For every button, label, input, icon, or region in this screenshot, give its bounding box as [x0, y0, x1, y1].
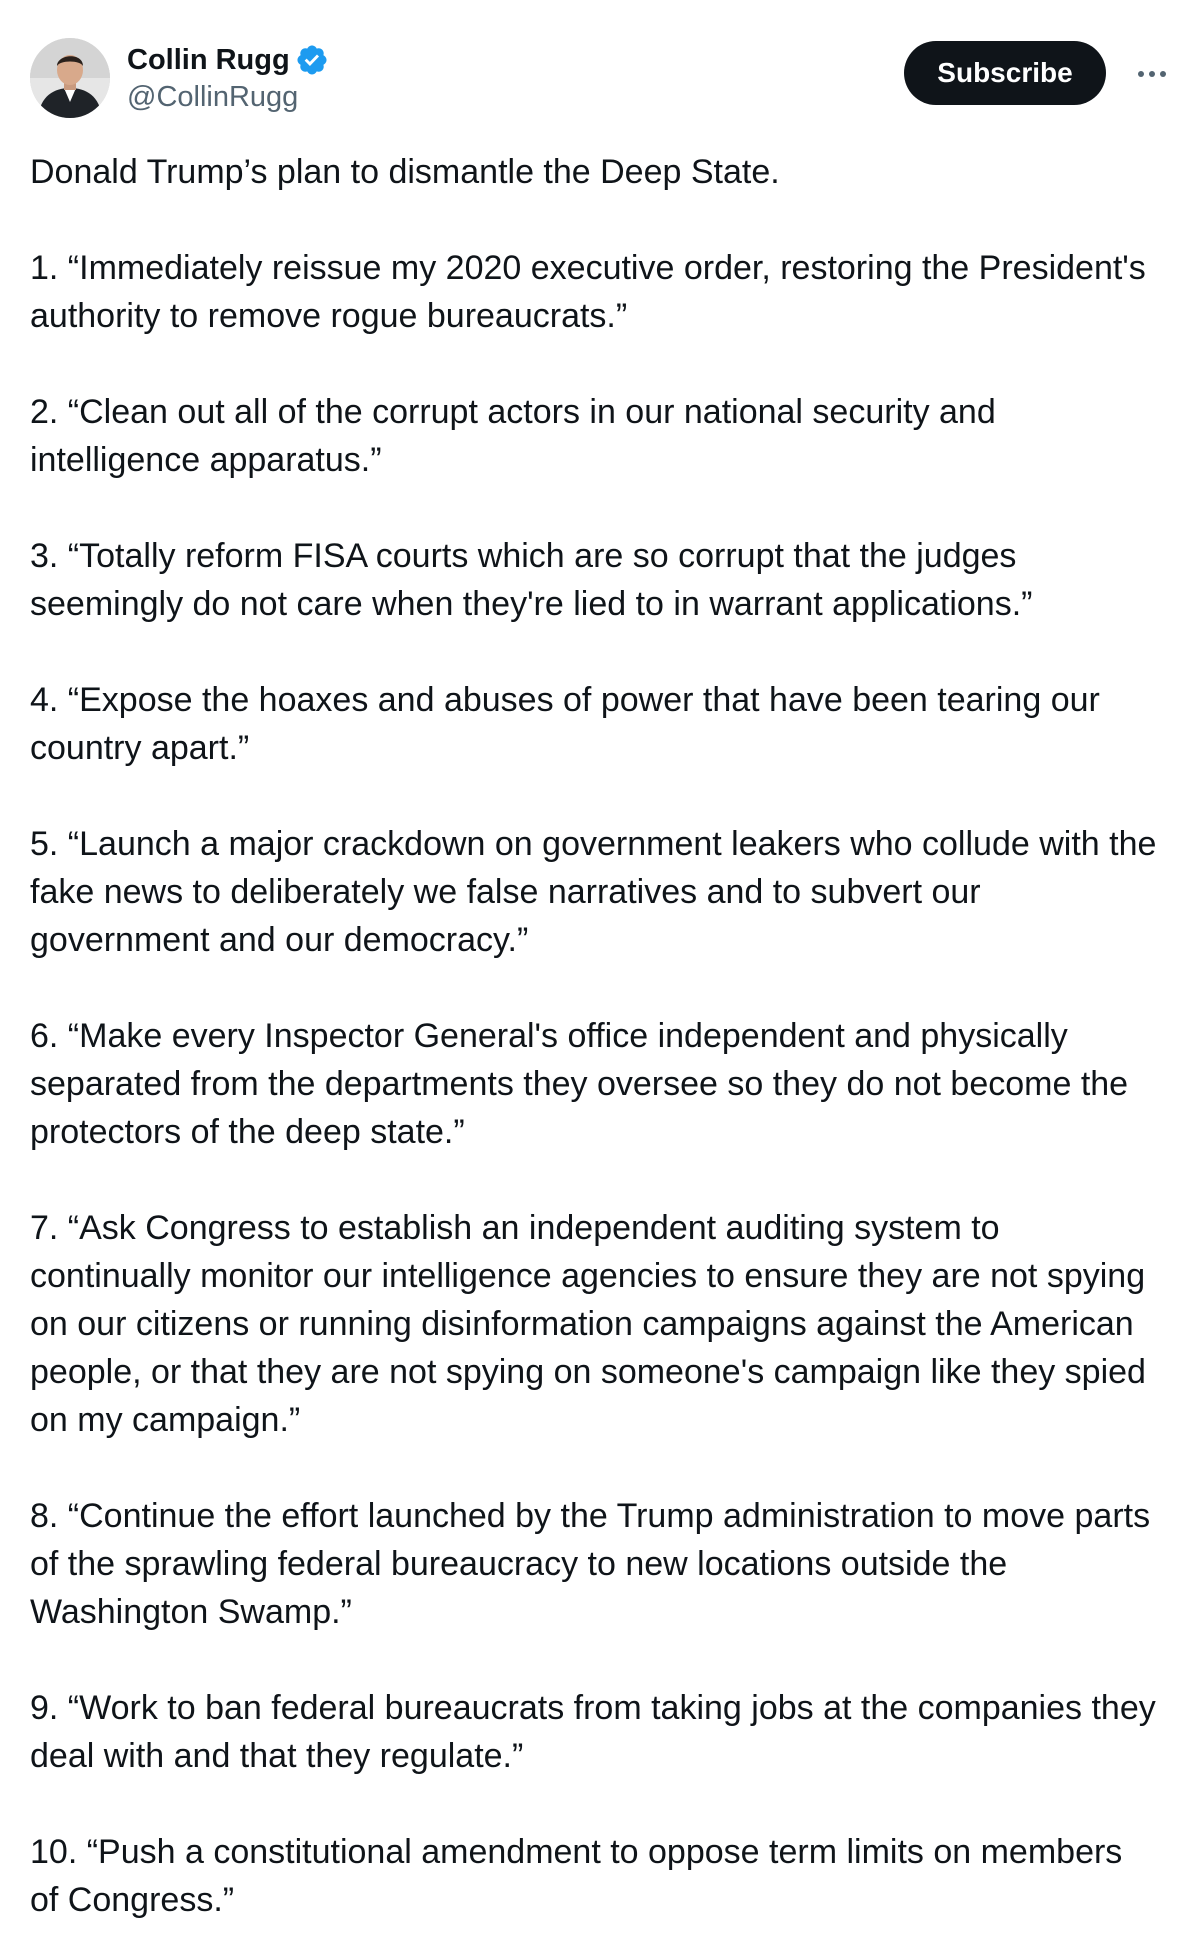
post-intro: Donald Trump’s plan to dismantle the Deep State. [30, 153, 780, 191]
list-item: 7. “Ask Congress to establish an independent auditing system to continually monitor our intelligence agencies to ensure they are not spying on our citizens or running disinformation campaigns against the American people, or that they are not spying on someone's campaign like they spied on my campaign.” [30, 1209, 1156, 1439]
name-row [127, 42, 329, 78]
post-text [30, 148, 1166, 1924]
list-item: 9. “Work to ban federal bureaucrats from taking jobs at the companies they deal with and that they regulate.” [30, 1689, 1166, 1775]
list-item: 8. “Continue the effort launched by the Trump administration to move parts of the sprawling federal bureaucracy to new locations outside the Washington Swamp.” [30, 1497, 1160, 1631]
list-item: 2. “Clean out all of the corrupt actors in our national security and intelligence apparatus.” [30, 393, 1006, 479]
more-horizontal-icon[interactable] [1132, 56, 1172, 92]
profile-photo-icon [30, 38, 110, 118]
display-name[interactable]: Collin Rugg [127, 44, 290, 76]
list-item: 6. “Make every Inspector General's office independent and physically separated from the departments they oversee so they do not become the protectors of the deep state.” [30, 1017, 1138, 1151]
list-item: 4. “Expose the hoaxes and abuses of power that have been tearing our country apart.” [30, 681, 1110, 767]
post-header [30, 38, 1160, 122]
list-item: 5. “Launch a major crackdown on government leakers who collude with the fake news to deliberately we false narratives and to subvert our government and our democracy.” [30, 825, 1166, 959]
list-item: 3. “Totally reform FISA courts which are so corrupt that the judges seemingly do not care when they're lied to in warrant applications.” [30, 537, 1033, 623]
list-item: 10. “Push a constitutional amendment to oppose term limits on members of Congress.” [30, 1833, 1132, 1919]
subscribe-button[interactable]: Subscribe [904, 41, 1106, 105]
list-item: 1. “Immediately reissue my 2020 executive order, restoring the President's authority to remove rogue bureaucrats.” [30, 249, 1156, 335]
avatar[interactable] [30, 38, 110, 118]
user-handle[interactable]: @CollinRugg [127, 81, 299, 113]
verified-badge-icon[interactable] [295, 43, 329, 77]
author-info [127, 42, 329, 116]
